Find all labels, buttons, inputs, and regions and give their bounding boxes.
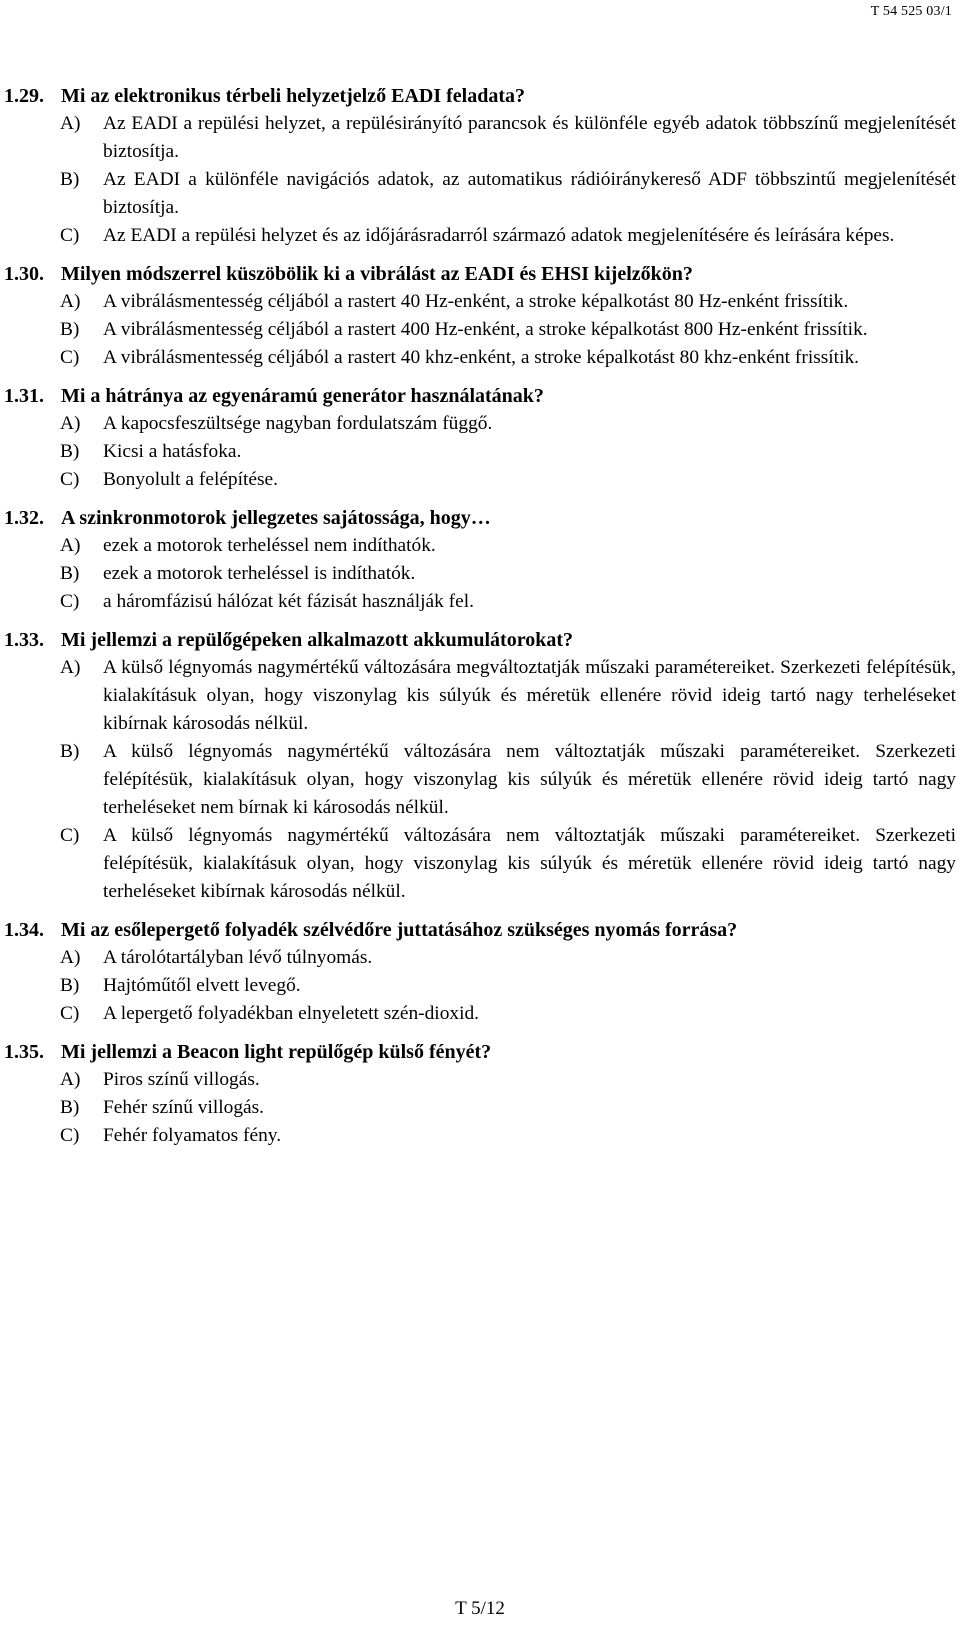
question-number: 1.33.	[4, 629, 44, 651]
answer-text: A vibrálásmentesség céljából a rastert 400 Hz-enként, a stroke képalkotást 800 Hz-enként frissítik.	[103, 319, 868, 340]
answer-text: A lepergető folyadékban elnyeletett szén-dioxid.	[103, 1003, 480, 1024]
answer-letter: C)	[60, 225, 80, 246]
answer-option-c	[0, 344, 960, 372]
answer-option-b	[0, 316, 960, 344]
answer-option-a	[0, 288, 960, 316]
answer-text: A külső légnyomás nagymértékű változására megváltoztatják műszaki paramétereiket. Szerkezeti felépítésük, kialakításuk olyan, hogy viszonylag kis súlyúk és méretük ellenére rövid ideig tartó nagy terheléseket kibírnak károsodás nélkül.	[103, 657, 956, 734]
answer-letter: C)	[60, 1003, 80, 1024]
answer-letter: C)	[60, 347, 80, 368]
answer-option-a	[0, 532, 960, 560]
question-title	[0, 916, 960, 944]
answer-text: A kapocsfeszültsége nagyban fordulatszám függő.	[103, 413, 493, 434]
question-text: Mi jellemzi a repülőgépeken alkalmazott akkumulátorokat?	[61, 629, 574, 651]
answer-letter: A)	[60, 1069, 81, 1090]
answer-option-a	[0, 1066, 960, 1094]
question-number: 1.34.	[4, 919, 44, 941]
question-number: 1.31.	[4, 385, 44, 407]
answer-option-c	[0, 822, 960, 906]
answer-letter: C)	[60, 825, 80, 846]
answer-text: A tárolótartályban lévő túlnyomás.	[103, 947, 373, 968]
question-text: Mi a hátránya az egyenáramú generátor használatának?	[61, 385, 544, 407]
answer-text: Fehér folyamatos fény.	[103, 1125, 282, 1146]
answer-text: A vibrálásmentesség céljából a rastert 40 Hz-enként, a stroke képalkotást 80 Hz-enként frissítik.	[103, 291, 849, 312]
answer-letter: A)	[60, 535, 81, 556]
question-number: 1.29.	[4, 85, 44, 107]
answer-option-b	[0, 1094, 960, 1122]
page-number: T 5/12	[455, 1598, 505, 1619]
answer-letter: C)	[60, 469, 80, 490]
question-title	[0, 82, 960, 110]
answer-text: ezek a motorok terheléssel nem indíthatók.	[103, 535, 436, 556]
answer-text: Az EADI a repülési helyzet, a repülésirányító parancsok és különféle egyéb adatok többszínű megjelenítését biztosítja.	[103, 113, 956, 162]
answer-text: Bonyolult a felépítése.	[103, 469, 279, 490]
answer-text: a háromfázisú hálózat két fázisát használják fel.	[103, 591, 474, 612]
answer-letter: B)	[60, 741, 80, 762]
answer-letter: B)	[60, 563, 80, 584]
answer-text: Kicsi a hatásfoka.	[103, 441, 242, 462]
document-code: T 54 525 03/1	[870, 4, 952, 19]
answer-letter: B)	[60, 975, 80, 996]
question-1-30	[0, 260, 960, 372]
question-number: 1.35.	[4, 1041, 44, 1063]
answer-text: A külső légnyomás nagymértékű változására nem változtatják műszaki paramétereiket. Szerkezeti felépítésük, kialakításuk olyan, hogy viszonylag kis súlyúk és méretük ellenére rövid ideig tartó nagy terheléseket nem bírnak ki károsodás nélkül.	[103, 741, 956, 818]
question-1-33	[0, 626, 960, 906]
question-text: Milyen módszerrel küszöbölik ki a vibrálást az EADI és EHSI kijelzőkön?	[61, 263, 693, 285]
answer-text: Az EADI a különféle navigációs adatok, az automatikus rádióiránykereső ADF többszintű megjelenítését biztosítja.	[103, 169, 956, 218]
answer-letter: B)	[60, 1097, 80, 1118]
answer-option-c	[0, 588, 960, 616]
answer-text: Hajtóműtől elvett levegő.	[103, 975, 301, 996]
answer-text: A külső légnyomás nagymértékű változására nem változtatják műszaki paramétereiket. Szerkezeti felépítésük, kialakításuk olyan, hogy viszonylag kis súlyúk és méretük ellenére rövid ideig tartó nagy terheléseket kibírnak károsodás nélkül.	[103, 825, 956, 902]
answer-option-b	[0, 166, 960, 222]
question-text: Mi jellemzi a Beacon light repülőgép külső fényét?	[61, 1041, 492, 1063]
answer-letter: C)	[60, 591, 80, 612]
answer-option-b	[0, 972, 960, 1000]
answer-text: Az EADI a repülési helyzet és az időjárásradarról származó adatok megjelenítésére és leírására képes.	[103, 225, 895, 246]
answer-text: ezek a motorok terheléssel is indíthatók.	[103, 563, 416, 584]
answer-option-a	[0, 410, 960, 438]
answer-option-a	[0, 944, 960, 972]
answer-option-b	[0, 438, 960, 466]
question-title	[0, 1038, 960, 1066]
answer-letter: A)	[60, 113, 81, 134]
question-text: A szinkronmotorok jellegzetes sajátossága, hogy…	[61, 507, 491, 529]
question-title	[0, 382, 960, 410]
question-title	[0, 260, 960, 288]
question-1-34	[0, 916, 960, 1028]
answer-letter: A)	[60, 947, 81, 968]
question-title	[0, 626, 960, 654]
question-1-32	[0, 504, 960, 616]
answer-option-b	[0, 560, 960, 588]
answer-option-c	[0, 1122, 960, 1150]
answer-option-c	[0, 466, 960, 494]
answer-letter: A)	[60, 291, 81, 312]
answer-text: A vibrálásmentesség céljából a rastert 40 khz-enként, a stroke képalkotást 80 khz-enként frissítik.	[103, 347, 859, 368]
answer-letter: A)	[60, 413, 81, 434]
answer-option-c	[0, 222, 960, 250]
answer-option-c	[0, 1000, 960, 1028]
answer-letter: C)	[60, 1125, 80, 1146]
question-text: Mi az esőlepergető folyadék szélvédőre juttatásához szükséges nyomás forrása?	[61, 919, 738, 941]
question-list	[0, 82, 960, 1160]
answer-option-a	[0, 110, 960, 166]
answer-option-b	[0, 738, 960, 822]
question-1-31	[0, 382, 960, 494]
answer-option-a	[0, 654, 960, 738]
answer-letter: B)	[60, 169, 80, 190]
answer-letter: A)	[60, 657, 81, 678]
question-title	[0, 504, 960, 532]
answer-letter: B)	[60, 441, 80, 462]
question-1-29	[0, 82, 960, 250]
answer-text: Piros színű villogás.	[103, 1069, 260, 1090]
answer-text: Fehér színű villogás.	[103, 1097, 265, 1118]
question-text: Mi az elektronikus térbeli helyzetjelző EADI feladata?	[61, 85, 525, 107]
answer-letter: B)	[60, 319, 80, 340]
question-number: 1.30.	[4, 263, 44, 285]
question-1-35	[0, 1038, 960, 1150]
question-number: 1.32.	[4, 507, 44, 529]
